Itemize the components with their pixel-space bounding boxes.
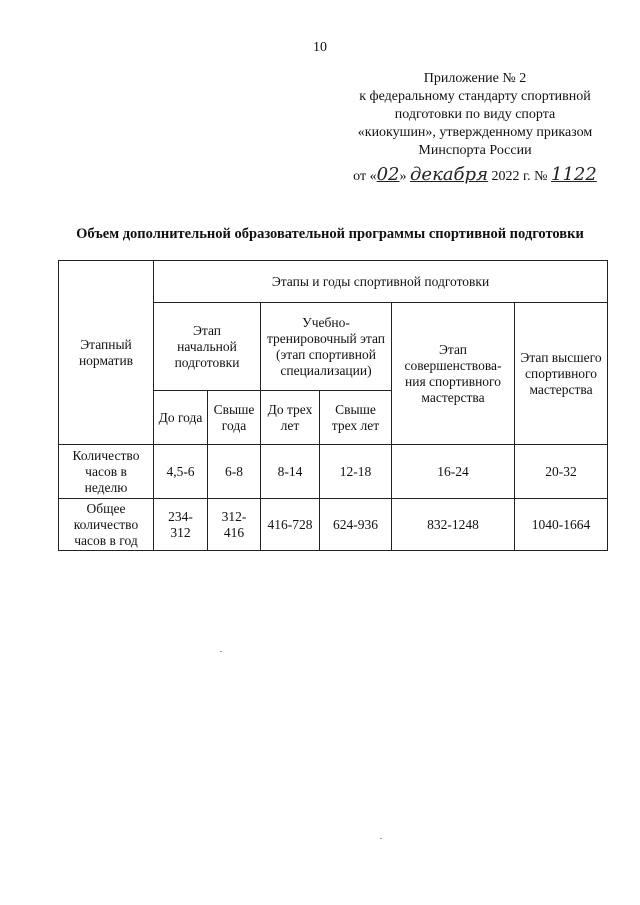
table-cell: 16-24 — [392, 445, 515, 499]
header-training-sub-2: Свыше трех лет — [320, 391, 392, 445]
table-header-row-1 — [59, 261, 608, 303]
header-norm-label: Этапный норматив — [59, 261, 154, 445]
date-prefix: от « — [353, 169, 377, 184]
appendix-line-3: подготовки по виду спорта — [394, 107, 556, 122]
table-cell: 20-32 — [515, 445, 608, 499]
appendix-line-1: Приложение № 2 — [423, 71, 527, 86]
appendix-line-4: «киокушин», утвержденному приказом — [357, 125, 593, 140]
table-cell: 8-14 — [261, 445, 320, 499]
page-number: 10 — [313, 40, 327, 55]
table-cell: 624-936 — [320, 499, 392, 551]
handwritten-day: 02 — [376, 164, 400, 185]
appendix-line-2: к федеральному стандарту спортивной — [359, 89, 591, 104]
order-date-line — [340, 166, 610, 186]
header-stages-group: Этапы и годы спортивной подготовки — [154, 261, 608, 303]
header-training-sub-1: До трех лет — [261, 391, 320, 445]
header-stage-initial: Этап начальной подготовки — [154, 303, 261, 391]
table-cell: 4,5-6 — [154, 445, 208, 499]
document-title: Объем дополнительной образовательной программы спортивной подготовки — [76, 226, 584, 242]
table-row — [59, 499, 608, 551]
table-cell: 12-18 — [320, 445, 392, 499]
date-mid: » — [399, 169, 407, 184]
program-volume-table — [58, 260, 608, 551]
scan-speck — [380, 838, 382, 839]
handwritten-order-number: 1122 — [551, 164, 597, 185]
scan-speck — [220, 651, 222, 652]
header-initial-sub-1: До года — [154, 391, 208, 445]
table-cell: 234-312 — [154, 499, 208, 551]
handwritten-month: декабря — [410, 164, 488, 185]
date-year: 2022 г. № — [491, 169, 548, 184]
row-label: Общее количество часов в год — [59, 499, 154, 551]
appendix-header — [340, 70, 610, 186]
header-stage-improvement: Этап совершенствова-ния спортивного мастерства — [392, 303, 515, 445]
header-stage-highest: Этап высшего спортивного мастерства — [515, 303, 608, 445]
table-cell: 416-728 — [261, 499, 320, 551]
table-cell: 312-416 — [208, 499, 261, 551]
table-cell: 6-8 — [208, 445, 261, 499]
header-initial-sub-2: Свыше года — [208, 391, 261, 445]
header-stage-training: Учебно-тренировочный этап (этап спортивной специализации) — [261, 303, 392, 391]
appendix-line-5: Минспорта России — [418, 143, 532, 158]
row-label: Количество часов в неделю — [59, 445, 154, 499]
table-row — [59, 445, 608, 499]
table-cell: 832-1248 — [392, 499, 515, 551]
table-cell: 1040-1664 — [515, 499, 608, 551]
